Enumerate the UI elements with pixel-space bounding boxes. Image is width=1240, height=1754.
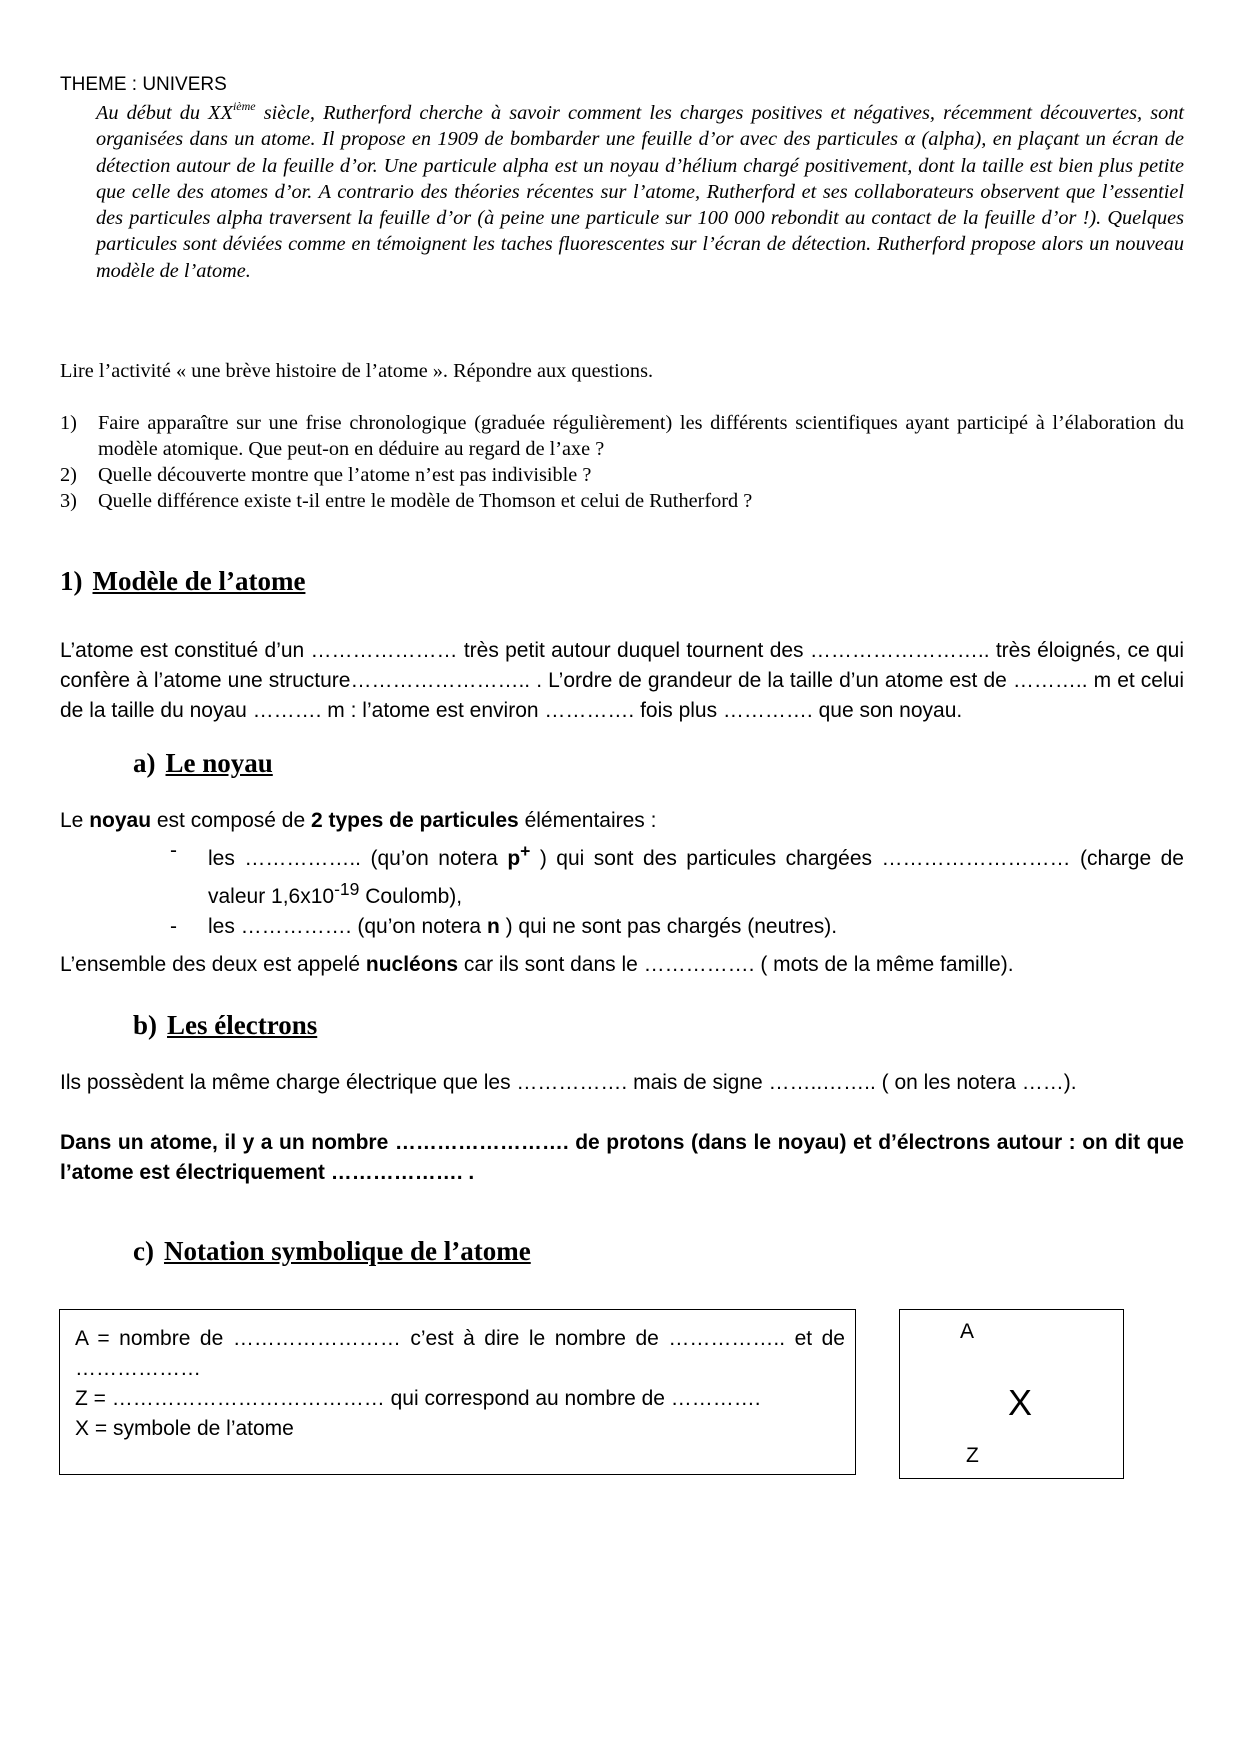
- text-span: Le: [60, 809, 90, 832]
- atomic-number-label: Z: [966, 1444, 979, 1467]
- section-number: a): [133, 748, 156, 778]
- section-a-heading: [133, 748, 273, 779]
- exponent: -19: [334, 879, 360, 899]
- question-item: [60, 462, 1184, 488]
- text-span: ) qui ne sont pas chargés (neutres).: [499, 915, 838, 938]
- text-span: Coulomb),: [359, 885, 463, 908]
- definition-z: Z = ………………………………… qui correspond au nombre de ………….: [75, 1387, 761, 1410]
- notation-definitions-box: [59, 1309, 856, 1475]
- atom-notation-box: [899, 1309, 1124, 1479]
- text-span: ) qui sont des particules chargées ……………………… (charge de valeur 1,6x10: [208, 847, 1184, 908]
- question-number: 1): [60, 412, 77, 434]
- section-title: Les électrons: [167, 1010, 318, 1040]
- mass-number-label: A: [960, 1320, 975, 1343]
- electrical-neutrality-statement: Dans un atome, il y a un nombre ……………………. de protons (dans le noyau) et d’électrons autour : on dit que l’atome est électriquement ………………. .: [60, 1131, 1184, 1184]
- text-span: car ils sont dans le ……………. ( mots de la même famille).: [458, 953, 1014, 976]
- question-text: Faire apparaître sur une frise chronologique (graduée régulièrement) les différents scientifiques ayant participé à l’élaboration du modèle atomique. Que peut-on en déduire au regard de l’axe ?: [98, 412, 1184, 460]
- instruction-line: Lire l’activité « une brève histoire de l’atome ». Répondre aux questions.: [60, 360, 654, 382]
- definition-x: X = symbole de l’atome: [75, 1417, 294, 1440]
- question-item: [60, 488, 1184, 514]
- definitions-content: [75, 1324, 845, 1444]
- text-span: élémentaires :: [518, 809, 657, 832]
- section-number: b): [133, 1010, 158, 1040]
- section-c-heading: [133, 1236, 531, 1267]
- question-text: Quelle différence existe t-il entre le modèle de Thomson et celui de Rutherford ?: [98, 490, 753, 512]
- definition-a: A = nombre de …………………… c’est à dire le nombre de …………….. et de ………………: [75, 1327, 845, 1380]
- section-number: c): [133, 1236, 154, 1266]
- text-span: est composé de: [151, 809, 311, 832]
- bullet-dash: -: [170, 915, 177, 938]
- question-number: 3): [60, 490, 77, 512]
- neutron-symbol: n: [486, 915, 500, 938]
- bullet-dash: -: [170, 839, 177, 862]
- section-number: 1): [60, 566, 83, 596]
- section-1-heading: [60, 566, 305, 597]
- proton-superscript: +: [520, 841, 531, 861]
- proton-symbol: p: [507, 847, 521, 870]
- section-b-heading: [133, 1010, 317, 1041]
- bold-term: noyau: [89, 809, 152, 832]
- question-text: Quelle découverte montre que l’atome n’est pas indivisible ?: [98, 464, 592, 486]
- text-span: les …………….. (qu’on notera: [208, 847, 508, 870]
- atom-model-paragraph: L’atome est constitué d’un ………………… très petit autour duquel tournent des …………………….. très éloignés, ce qui confère à l’atome une structure…………………….. . L’ordre de grandeur de la taille d’un atome est de ……….. m et celui de la taille du noyau ………. m : l’atome est environ …………. fois plus …………. que son noyau.: [60, 639, 1184, 722]
- section-title: Le noyau: [165, 748, 273, 778]
- particle-list: [60, 836, 1184, 942]
- section-title: Modèle de l’atome: [92, 566, 306, 596]
- nucleons-sentence: [60, 950, 1184, 980]
- bold-term: 2 types de particules: [310, 809, 519, 832]
- nucleus-intro: [60, 806, 1184, 836]
- electrons-paragraph: Ils possèdent la même charge électrique que les ……………. mais de signe ……..…….. ( on les notera ……).: [60, 1071, 1077, 1094]
- list-item-protons: [60, 836, 1184, 912]
- bold-term: nucléons: [365, 953, 459, 976]
- element-symbol: X: [1008, 1382, 1033, 1423]
- question-item: [60, 410, 1184, 462]
- intro-text-rest: siècle, Rutherford cherche à savoir comment les charges positives et négatives, récemment découvertes, sont organisées dans un atome. Il propose en 1909 de bombarder une feuille d’or avec des particules α (alpha), en plaçant un écran de détection autour de la feuille d’or. Une particule alpha est un noyau d’hélium chargé positivement, dont la taille est bien plus petite que celle des atomes d’or. A contrario des théories récentes sur l’atome, Rutherford et ses collaborateurs observent que l’essentiel des particules alpha traversent la feuille d’or (à peine une particule sur 100 000 rebondit au contact de la feuille d’or !). Quelques particules sont déviées comme en témoignent les taches fluorescentes sur l’écran de détection. Rutherford propose alors un nouveau modèle de l’atome.: [96, 102, 1185, 282]
- list-item-neutrons: [60, 912, 1184, 942]
- intro-paragraph: [96, 100, 1184, 284]
- question-number: 2): [60, 464, 77, 486]
- intro-text-start: Au début du XX: [96, 102, 233, 124]
- theme-header: THEME : UNIVERS: [60, 74, 227, 95]
- text-span: L’ensemble des deux est appelé: [60, 953, 366, 976]
- intro-superscript: ième: [232, 99, 256, 113]
- text-span: les ……………. (qu’on notera: [208, 915, 487, 938]
- question-list: [60, 410, 1184, 514]
- section-title: Notation symbolique de l’atome: [163, 1236, 531, 1266]
